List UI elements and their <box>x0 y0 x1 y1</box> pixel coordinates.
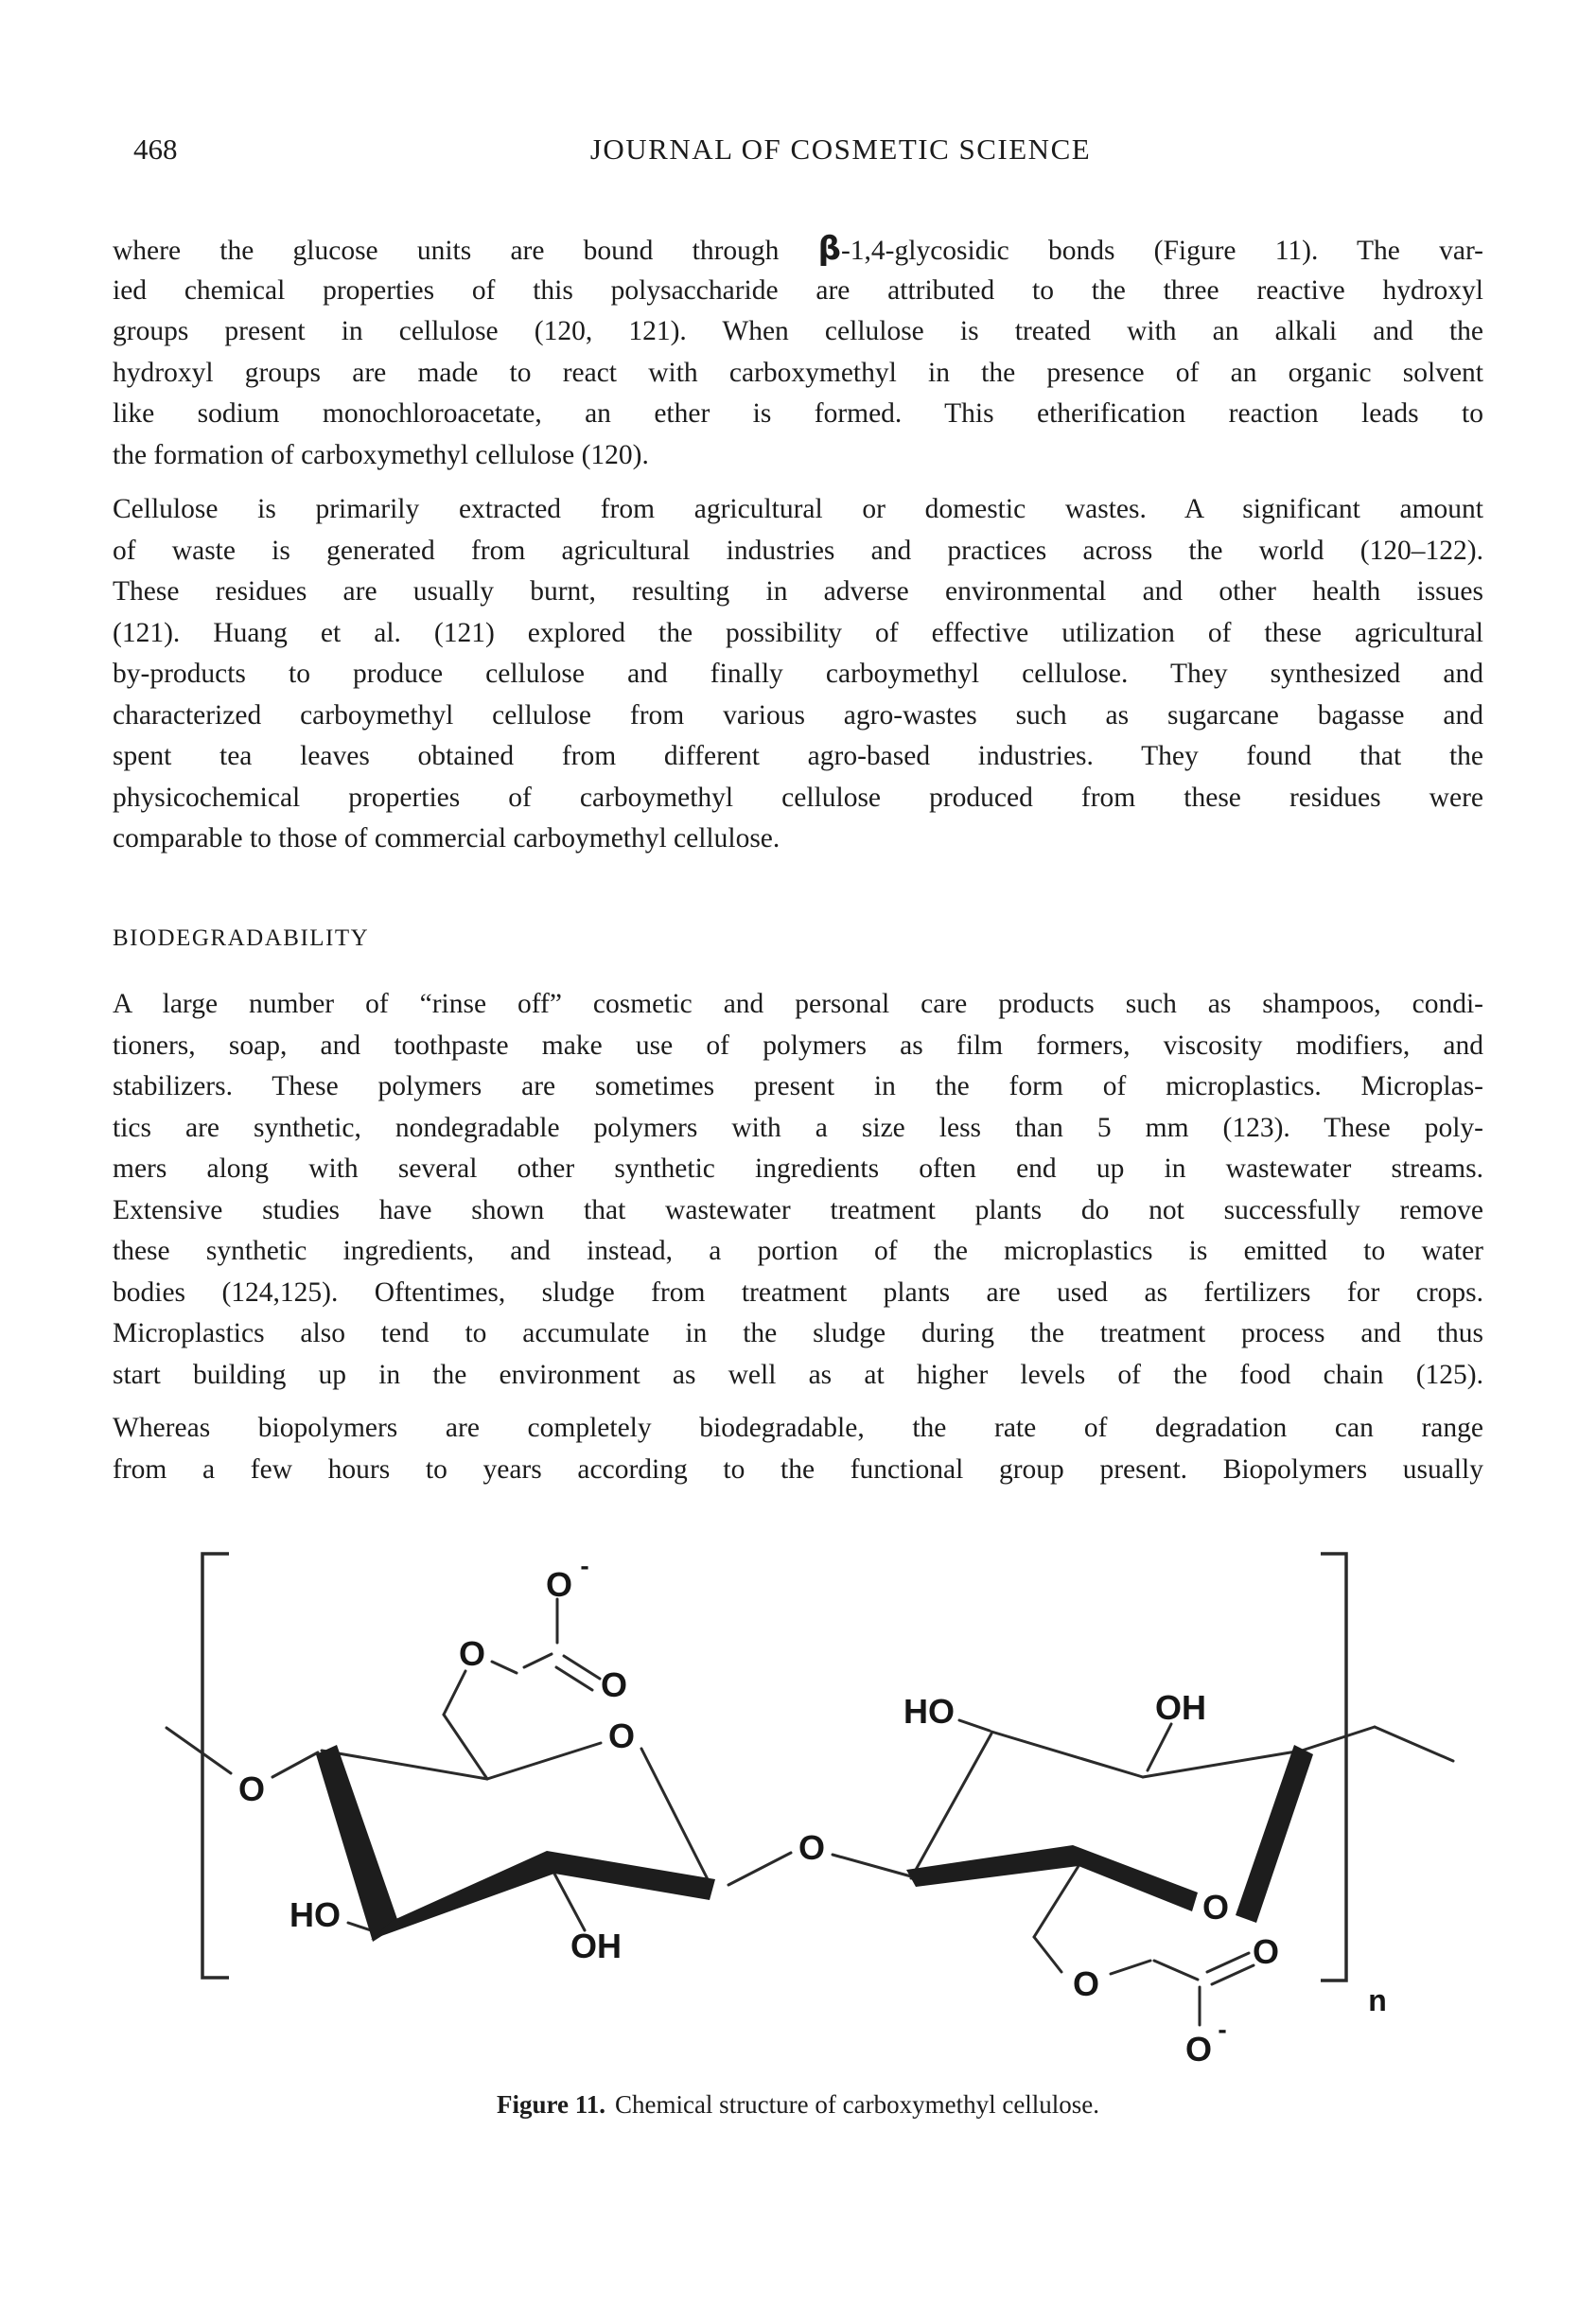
text-line: groups present in cellulose (120, 121). When cellulose is treated with an alkali and the <box>113 316 1483 346</box>
text-segment: where the glucose units are bound through <box>113 236 818 266</box>
paragraph-2 <box>113 489 1483 860</box>
repeat-unit-n-label: n <box>1368 1983 1387 2017</box>
figure-caption-text: Chemical structure of carboxymethyl cellulose. <box>614 2090 1100 2119</box>
text-line: of waste is generated from agricultural industries and practices across the world (120–122). <box>113 535 1483 566</box>
text-line: the formation of carboxymethyl cellulose (120). <box>113 439 649 470</box>
text-line: (121). Huang et al. (121) explored the possibility of effective utilization of these agricultural <box>113 617 1483 648</box>
figure-caption-label: Figure 11. <box>496 2090 605 2119</box>
text-line: spent tea leaves obtained from different agro-based industries. They found that the <box>113 741 1483 771</box>
carboxymethyl-cellulose-structure <box>123 1540 1466 2080</box>
beta-symbol: β <box>817 230 841 268</box>
text-line: Extensive studies have shown that wastewater treatment plants do not successfully remove <box>113 1194 1483 1225</box>
atom-label-top-carboxylate-o: O <box>545 1565 573 1604</box>
page-number: 468 <box>133 132 178 166</box>
text-line: ied chemical properties of this polysaccharide are attributed to the three reactive hydroxyl <box>113 274 1483 306</box>
section-heading: BIODEGRADABILITY <box>113 925 370 951</box>
text-line: comparable to those of commercial carboymethyl cellulose. <box>113 823 780 854</box>
text-line: Whereas biopolymers are completely biodegradable, the rate of degradation can range <box>113 1413 1483 1443</box>
atom-label-top-ether-o: O <box>458 1634 486 1673</box>
atom-label-bottom-ether-o: O <box>1072 1964 1100 2003</box>
text-line: these synthetic ingredients, and instead, a portion of the microplastics is emitted to water <box>113 1236 1483 1266</box>
atom-label-right-oh: OH <box>1155 1688 1206 1727</box>
atom-label-top-carbonyl-o: O <box>600 1665 628 1704</box>
text-line: hydroxyl groups are made to react with carboxymethyl in the presence of an organic solvent <box>113 357 1483 388</box>
text-line: Microplastics also tend to accumulate in the sludge during the treatment process and thus <box>113 1318 1483 1348</box>
atom-label-left-ho: HO <box>289 1895 341 1934</box>
text-line: like sodium monochloroacetate, an ether is formed. This etherification reaction leads to <box>113 398 1483 429</box>
atom-label-bottom-carboxylate-o: O <box>1184 2030 1213 2068</box>
text-line: characterized carboymethyl cellulose from various agro-wastes such as sugarcane bagasse and <box>113 699 1483 731</box>
text-line: from a few hours to years according to the functional group present. Biopolymers usually <box>113 1453 1483 1485</box>
atom-label-right-ring-o: O <box>1201 1888 1230 1927</box>
paragraph-3 <box>113 984 1483 1396</box>
text-line <box>113 229 1483 271</box>
figure-caption <box>0 2090 1596 2120</box>
atom-label-left-oh: OH <box>570 1927 622 1965</box>
journal-title: JOURNAL OF COSMETIC SCIENCE <box>589 132 1092 166</box>
atom-label-bottom-carbonyl-o: O <box>1252 1932 1280 1971</box>
left-bracket <box>202 1554 229 1978</box>
superscript-minus-bottom: - <box>1218 2015 1227 2044</box>
atom-label-left-bridge-o: O <box>237 1769 266 1808</box>
text-line: physicochemical properties of carboymethyl cellulose produced from these residues were <box>113 782 1483 813</box>
atom-label-center-bridge-o: O <box>798 1828 826 1867</box>
text-line: tics are synthetic, nondegradable polymers with a size less than 5 mm (123). These poly- <box>113 1112 1483 1143</box>
text-line: start building up in the environment as well as at higher levels of the food chain (125). <box>113 1359 1483 1390</box>
text-line: by-products to produce cellulose and finally carboymethyl cellulose. They synthesized and <box>113 659 1483 689</box>
text-line: These residues are usually burnt, resulting in adverse environmental and other health issues <box>113 576 1483 607</box>
text-line: A large number of “rinse off” cosmetic and personal care products such as shampoos, condi- <box>113 989 1483 1019</box>
text-line: Cellulose is primarily extracted from agricultural or domestic wastes. A significant amount <box>113 494 1483 524</box>
paragraph-4 <box>113 1408 1483 1490</box>
page-header <box>0 132 1596 170</box>
atom-label-left-ring-o: O <box>607 1716 636 1755</box>
figure-11 <box>123 1540 1466 2080</box>
paragraph-1 <box>113 229 1483 476</box>
text-line: bodies (124,125). Oftentimes, sludge from treatment plants are used as fertilizers for crops. <box>113 1276 1483 1308</box>
right-bracket <box>1321 1554 1346 1980</box>
superscript-minus-top: - <box>580 1551 589 1580</box>
text-segment: -1,4-glycosidic bonds (Figure 11). The var- <box>840 236 1483 266</box>
text-line: stabilizers. These polymers are sometimes present in the form of microplastics. Microplas- <box>113 1071 1483 1101</box>
atom-label-right-ho: HO <box>903 1692 955 1731</box>
text-line: mers along with several other synthetic ingredients often end up in wastewater streams. <box>113 1153 1483 1184</box>
text-line: tioners, soap, and toothpaste make use of polymers as film formers, viscosity modifiers, and <box>113 1030 1483 1061</box>
